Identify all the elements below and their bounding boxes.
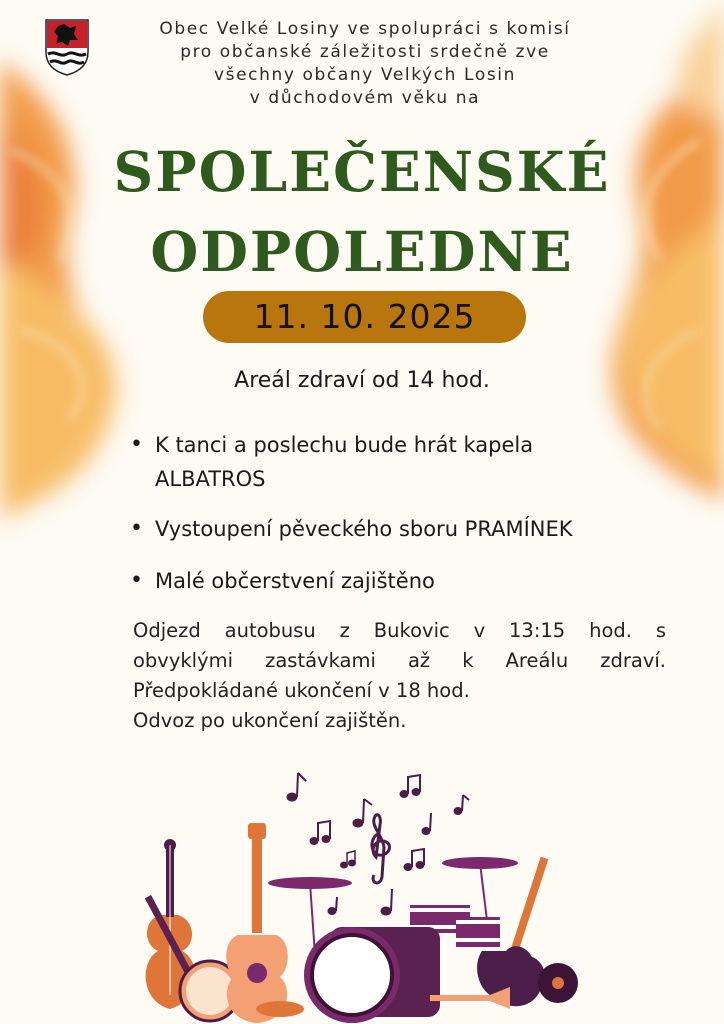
event-date-badge: 11. 10. 2025 (203, 291, 526, 343)
transport-line: Předpokládané ukončení v 18 hod. (133, 679, 470, 702)
intro-line: Obec Velké Losiny ve spolupráci s komisí (159, 19, 571, 39)
transport-line: Odvoz po ukončení zajištěn. (133, 709, 407, 732)
program-item (130, 428, 533, 496)
transport-line: obvyklými zastávkami až k Areálu zdraví. (133, 649, 666, 672)
coat-of-arms-icon (44, 18, 90, 76)
transport-line: Odjezd autobusu z Bukovic v 13:15 hod. s (133, 619, 666, 642)
program-item (130, 512, 573, 546)
event-title-line1: SPOLEČENSKÉ (113, 139, 611, 204)
program-item (130, 564, 435, 598)
program-item-text: ALBATROS (155, 467, 266, 491)
treble-clef-icon (372, 815, 390, 883)
program-item-text: Malé občerstvení zajištěno (155, 569, 435, 593)
event-title-line2: ODPOLEDNE (150, 219, 574, 284)
music-instruments-illustration (130, 765, 600, 1024)
program-item-text: K tanci a poslechu bude hrát kapela (155, 433, 534, 457)
intro-line: pro občanské záležitosti srdečně zve (180, 42, 550, 62)
transport-info (133, 616, 666, 736)
invitation-intro (100, 18, 630, 110)
intro-line: v důchodovém věku na (249, 88, 481, 108)
intro-line: všechny občany Velkých Losin (214, 65, 516, 85)
program-item-text: Vystoupení pěveckého sboru PRAMÍNEK (155, 517, 573, 541)
event-venue-time: Areál zdraví od 14 hod. (234, 368, 490, 393)
